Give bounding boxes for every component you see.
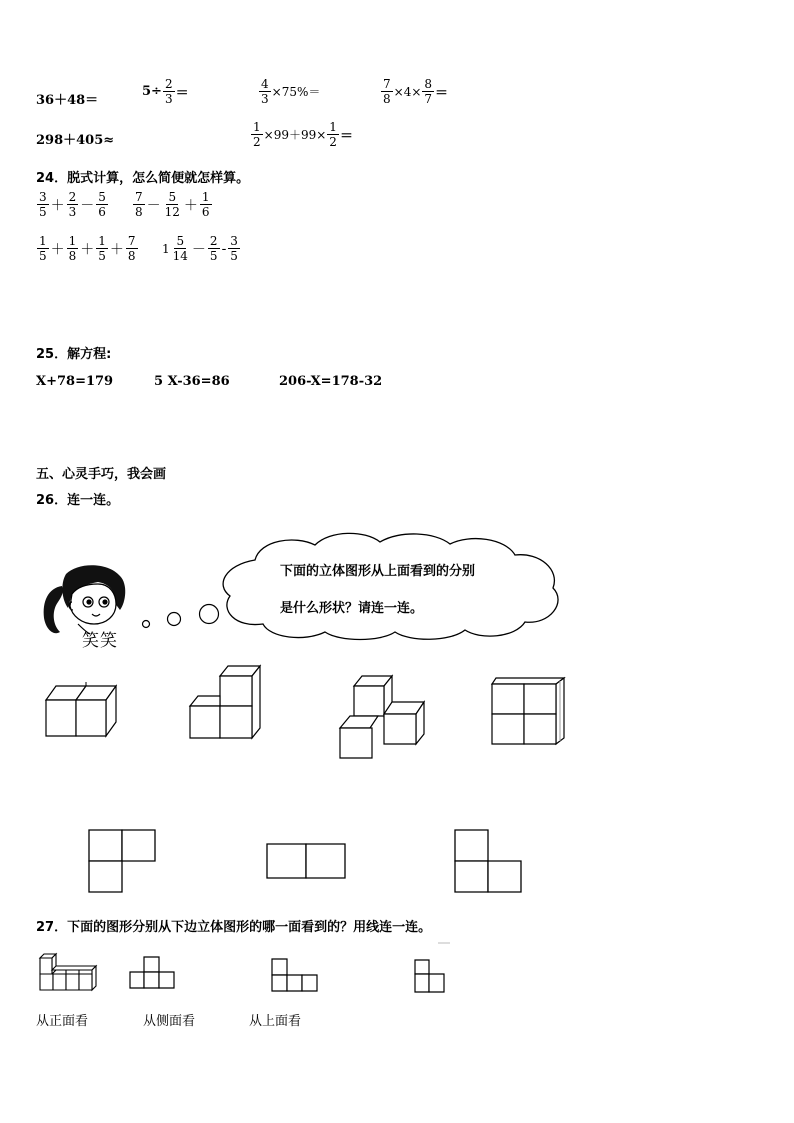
thought-bubble-cloud <box>215 530 570 642</box>
expr-half-times-99-plus-99-times-half: $\frac{1}{2}$ ×99＋99× $\frac{1}{2}$ ＝ <box>253 120 353 149</box>
expr-298-plus-405-approx: 298＋405≈ <box>36 133 115 148</box>
q24-expr-4: 1 $\frac{5}{14}$ － $\frac{2}{5}$ - $\frac{3}{5}$ <box>162 234 238 263</box>
q27-view-shape-1 <box>128 954 178 992</box>
bubble-text-line-2: 是什么形状？请连一连。 <box>280 601 424 616</box>
bubble-text-line-1: 下面的立体图形从上面看到的分别 <box>280 564 476 579</box>
expr-four-thirds-times-75pct: $\frac{4}{3}$ ×75%＝ <box>261 77 321 106</box>
expr-36-plus-48: 36＋48＝ <box>36 93 99 108</box>
top-view-shape-2 <box>264 841 348 881</box>
equation-3: 206-X=178-32 <box>279 374 383 389</box>
top-view-shape-1 <box>86 827 158 895</box>
equation-1: X+78=179 <box>36 374 114 389</box>
view-label-top: 从上面看 <box>249 1014 302 1029</box>
section-5-title: 五、心灵手巧，我会画 <box>36 467 167 482</box>
q24-title: 24．脱式计算，怎么简便就怎样算。 <box>36 171 250 186</box>
equation-2: 5 X-36=86 <box>154 374 230 389</box>
solid-figure-2 <box>188 664 266 740</box>
girl-name-label: 笑笑 <box>82 631 118 651</box>
top-view-shape-3 <box>452 827 526 895</box>
solid-figure-1 <box>42 680 122 740</box>
solid-figure-3 <box>338 672 428 762</box>
solid-figure-4 <box>490 674 570 746</box>
view-label-side: 从侧面看 <box>143 1014 196 1029</box>
q27-view-shape-3 <box>412 940 452 996</box>
expr-5-div-two-thirds: 5÷ $\frac{2}{3}$ ＝ <box>142 77 189 106</box>
q27-solid-figure <box>38 950 100 994</box>
thought-circles <box>138 600 223 630</box>
q24-expr-3: $\frac{1}{5}$ ＋ $\frac{1}{8}$ ＋ $\frac{1}{5}$ ＋ $\frac{7}{8}$ <box>39 234 136 263</box>
view-label-front: 从正面看 <box>36 1014 89 1029</box>
q25-title: 25．解方程: <box>36 347 112 362</box>
q26-title: 26．连一连。 <box>36 493 120 508</box>
q27-title: 27．下面的图形分别从下边立体图形的哪一面看到的？用线连一连。 <box>36 920 432 935</box>
q24-expr-1: $\frac{3}{5}$ ＋ $\frac{2}{3}$ － $\frac{5}{6}$ <box>39 190 106 219</box>
q27-view-shape-2 <box>270 956 322 994</box>
expr-seven-eighths-times-4-times-eight-sevenths: $\frac{7}{8}$ ×4× $\frac{8}{7}$ ＝ <box>383 77 449 106</box>
q24-expr-2: $\frac{7}{8}$ － $\frac{5}{12}$ ＋ $\frac{1}{6}$ <box>135 190 210 219</box>
